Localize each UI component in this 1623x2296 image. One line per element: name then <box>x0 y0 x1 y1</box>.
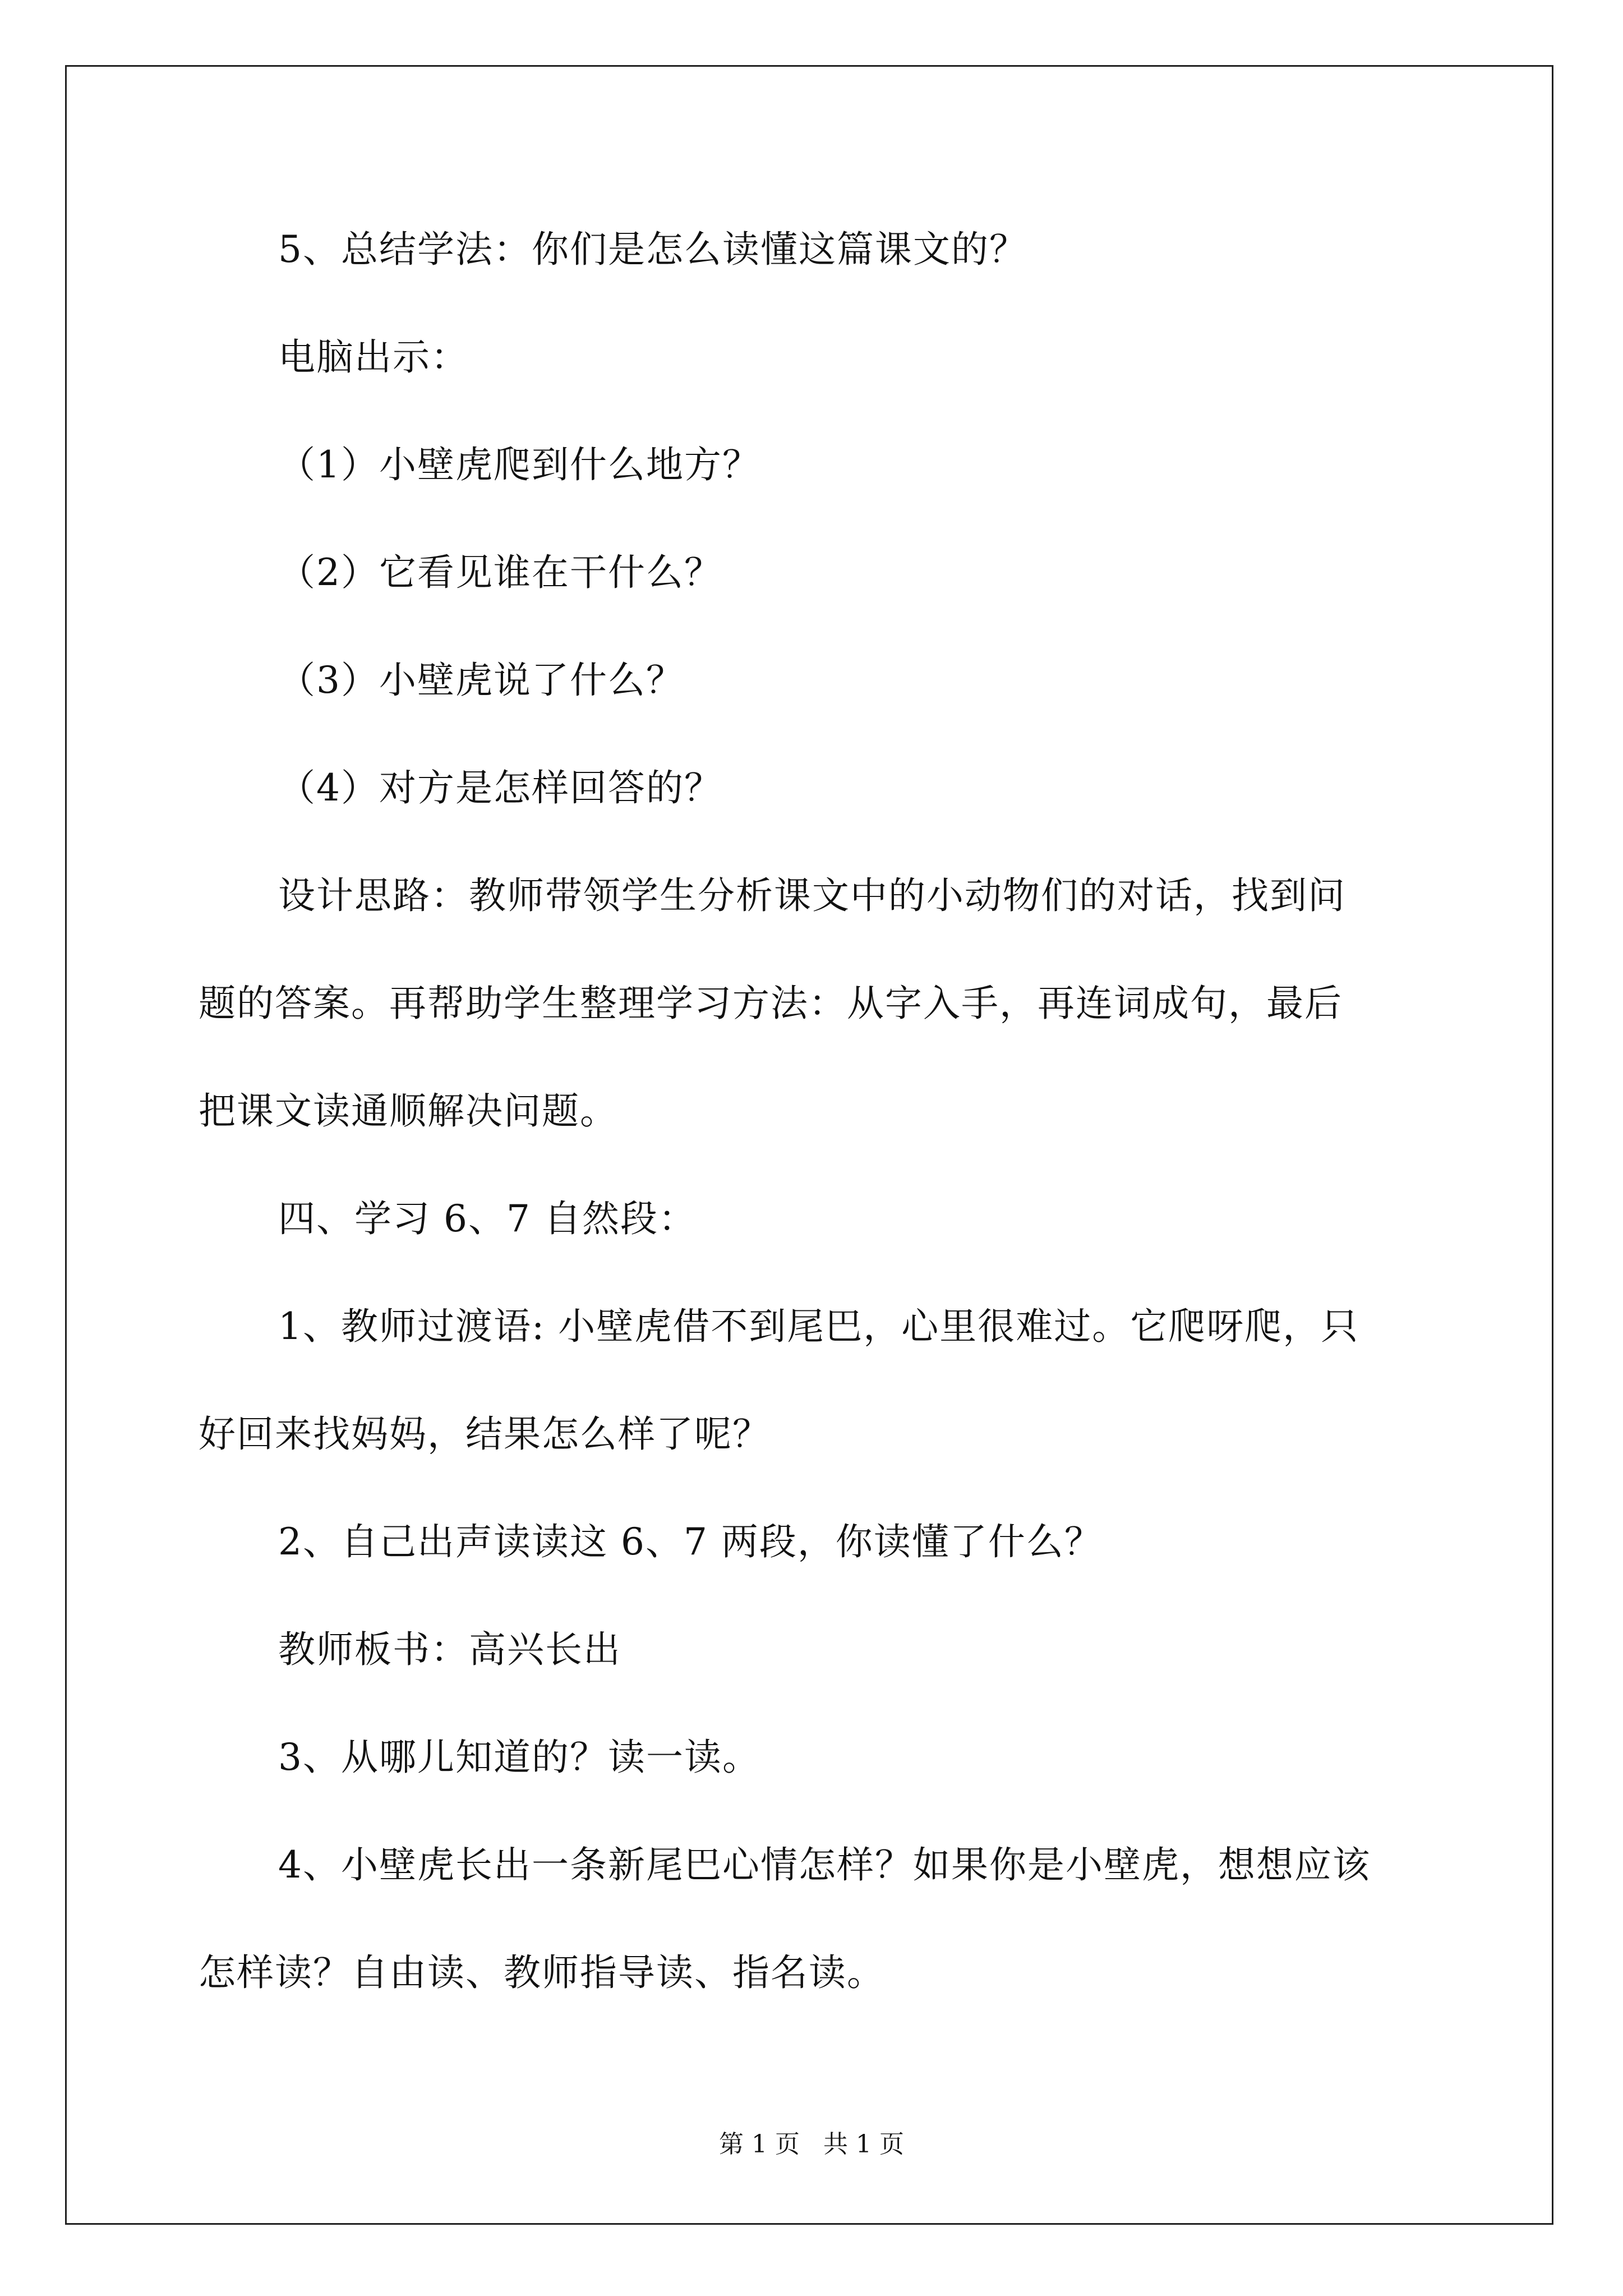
text-line: （4）对方是怎样回答的？ <box>278 766 722 809</box>
text-line: 好回来找妈妈，结果怎么样了呢？ <box>199 1412 771 1456</box>
text-line: （1）小壁虎爬到什么地方？ <box>278 443 760 486</box>
text-line: （3）小壁虎说了什么？ <box>278 659 684 702</box>
page-total: 共 1 页 <box>823 2130 904 2159</box>
text-line: 教师板书：高兴长出 <box>278 1628 621 1671</box>
text-line: （2）它看见谁在干什么？ <box>278 551 722 594</box>
text-line: 把课文读通顺解决问题。 <box>199 1089 618 1133</box>
text-line: 3、从哪儿知道的？读一读。 <box>278 1736 760 1779</box>
text-line: 2、自己出声读读这 6、7 两段，你读懂了什么？ <box>278 1520 1103 1563</box>
text-line: 4、小壁虎长出一条新尾巴心情怎样？如果你是小壁虎，想想应该 <box>278 1843 1371 1887</box>
page-border <box>65 65 1553 2225</box>
text-line: 题的答案。再帮助学生整理学习方法：从字入手，再连词成句，最后 <box>199 982 1343 1025</box>
page-number: 第 1 页 <box>719 2130 800 2159</box>
text-line: 设计思路：教师带领学生分析课文中的小动物们的对话，找到问 <box>278 874 1346 917</box>
text-line: 电脑出示： <box>278 335 469 379</box>
page-footer <box>0 2129 1623 2160</box>
text-line: 怎样读？自由读、教师指导读、指名读。 <box>199 1951 885 1994</box>
text-line: 四、学习 6、7 自然段： <box>278 1197 697 1240</box>
text-line: 1、教师过渡语: 小壁虎借不到尾巴，心里很难过。它爬呀爬，只 <box>278 1305 1359 1348</box>
text-line: 5、总结学法：你们是怎么读懂这篇课文的？ <box>278 228 1027 271</box>
